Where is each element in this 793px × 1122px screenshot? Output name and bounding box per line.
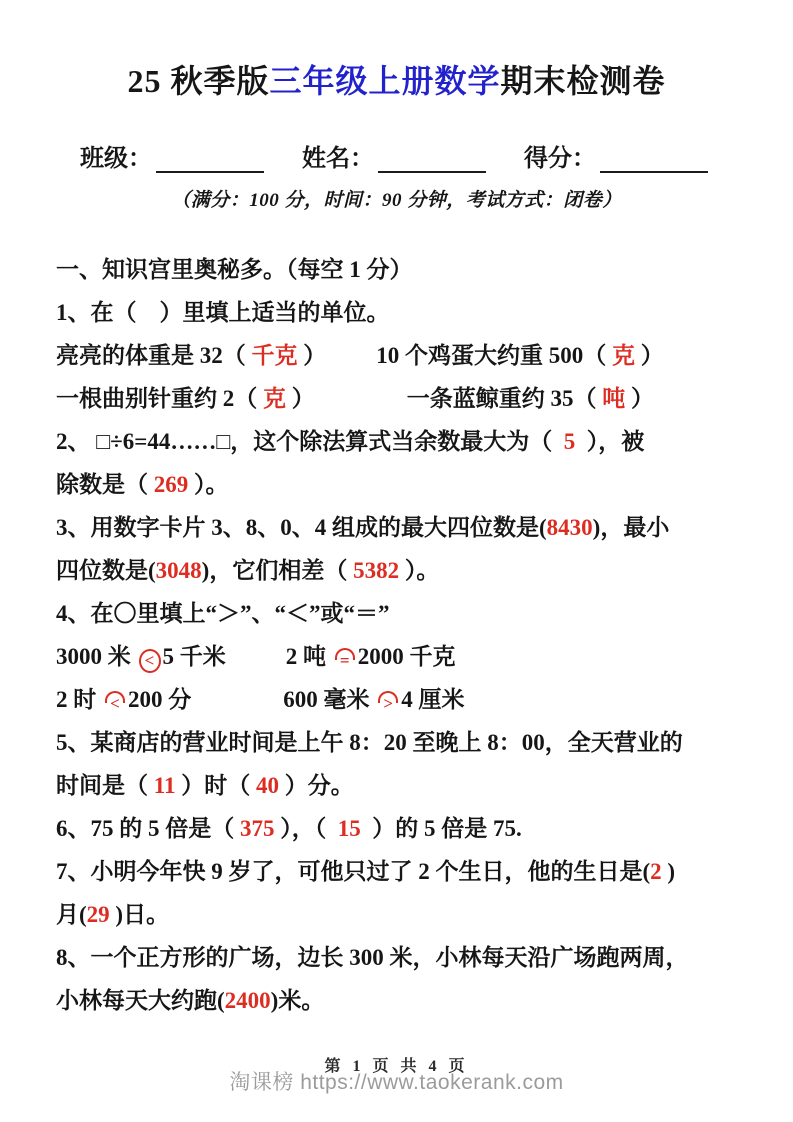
- page-footer: [0, 1058, 793, 1096]
- exam-line: [56, 463, 763, 506]
- exam-line: [56, 549, 763, 592]
- class-label: 班级：: [80, 146, 152, 172]
- question-text: 3、用数字卡片 3、8、0、4 组成的最大四位数是(: [56, 515, 547, 540]
- question-text: 7、小明今年快 9 岁了，可他只过了 2 个生日，他的生日是(: [56, 859, 651, 884]
- question-text: 2 时: [56, 687, 102, 712]
- question-text: 8、一个正方形的广场，边长 300 米，小林每天沿广场跑两周，: [56, 945, 689, 970]
- question-text: )日。: [109, 902, 170, 927]
- exam-line: [56, 334, 763, 377]
- question-text: )米。: [270, 988, 325, 1013]
- question-text: 200 分: [128, 687, 192, 712]
- score-label: 得分：: [524, 146, 596, 172]
- answer-text: 375: [240, 816, 275, 841]
- answer-text: 8430: [546, 515, 593, 540]
- name-label: 姓名：: [302, 146, 374, 172]
- answer-text: 吨: [602, 386, 626, 411]
- exam-line: [56, 635, 763, 678]
- answer-text: 克: [263, 386, 286, 411]
- answer-text: 克: [612, 343, 635, 368]
- exam-line: [56, 979, 763, 1022]
- question-text: 600 毫米: [283, 687, 376, 712]
- question-text: 1、在（ ）里填上适当的单位。: [56, 300, 390, 325]
- comparison-answer-icon: <: [104, 692, 126, 716]
- question-text: ），（: [274, 816, 338, 841]
- answer-text: 5382: [353, 558, 400, 583]
- answer-text: 2: [650, 859, 662, 884]
- question-text: ）时（: [175, 773, 256, 798]
- question-text: ）分。: [278, 773, 354, 798]
- question-text: ）。: [399, 558, 440, 583]
- exam-line: [56, 592, 763, 635]
- answer-text: 千克: [251, 343, 298, 368]
- question-text: ): [661, 859, 676, 884]
- exam-line: [56, 936, 763, 979]
- question-text: 2、 □÷6=44……□，这个除法算式当余数最大为（: [56, 429, 564, 454]
- exam-line: [56, 420, 763, 463]
- question-text: 4、在〇里填上“＞”、“＜”或“＝”: [56, 601, 390, 626]
- question-text: 除数是（: [56, 472, 154, 497]
- question-text: ）。: [188, 472, 229, 497]
- question-text: 月(: [56, 902, 87, 927]
- page-title: [56, 56, 737, 102]
- question-text: 5 千米: [162, 644, 226, 669]
- question-text: 四位数是(: [56, 558, 156, 583]
- question-text: 亮亮的体重是 32（: [56, 343, 252, 368]
- page-number: 第 1 页 共 4 页: [324, 1058, 469, 1075]
- question-text: )，最小: [592, 515, 670, 540]
- question-text: 6、75 的 5 倍是（: [56, 816, 240, 841]
- question-text: 2 吨: [285, 644, 332, 669]
- watermark: 淘课榜 https://www.taokerank.com: [229, 1071, 564, 1094]
- answer-text: 5: [563, 429, 576, 454]
- question-area: [56, 248, 763, 1022]
- question-text: 10 个鸡蛋大约重 500（: [376, 343, 612, 368]
- question-text: 4 厘米: [401, 687, 465, 712]
- title-suffix: 期末检测卷: [500, 63, 666, 99]
- question-text: ）: [635, 343, 664, 368]
- question-text: ），被: [575, 429, 645, 454]
- title-prefix: 25 秋季版: [127, 63, 270, 99]
- score-blank-field: [600, 147, 708, 173]
- question-text: ）: [286, 386, 315, 411]
- answer-text: 3048: [155, 558, 202, 583]
- name-blank-field: [378, 147, 486, 173]
- exam-line: [56, 807, 763, 850]
- question-text: ）: [625, 386, 654, 411]
- question-text: 5、某商店的营业时间是上午 8：20 至晚上 8：00，全天营业的: [56, 730, 683, 755]
- question-text: ）的 5 倍是 75.: [360, 816, 522, 841]
- section-heading: 一、知识宫里奥秘多。（每空 1 分）: [56, 257, 413, 282]
- question-lines: [56, 291, 763, 1022]
- answer-text: 269: [153, 472, 189, 497]
- exam-line: [56, 721, 763, 764]
- question-text: 时间是（: [56, 773, 154, 798]
- answer-text: 11: [153, 773, 176, 798]
- answer-text: 29: [86, 902, 110, 927]
- exam-note: （满分：100 分，时间：90 分钟，考试方式：闭卷）: [171, 190, 622, 211]
- question-text: )，它们相差（: [201, 558, 354, 583]
- exam-line: [56, 506, 763, 549]
- comparison-answer-icon: >: [377, 692, 399, 716]
- exam-line: [56, 377, 763, 420]
- exam-line: [56, 850, 763, 893]
- exam-line: [56, 678, 763, 721]
- exam-line: [56, 893, 763, 936]
- title-highlight: 三年级上册数学: [269, 63, 501, 99]
- question-text: 一根曲别针重约 2（: [56, 386, 263, 411]
- comparison-answer-icon: <: [139, 649, 161, 673]
- answer-text: 15: [337, 816, 361, 841]
- class-blank-field: [156, 147, 264, 173]
- question-text: 3000 米: [56, 644, 137, 669]
- question-text: ）: [297, 343, 327, 368]
- question-text: 一条蓝鲸重约 35（: [406, 386, 603, 411]
- question-text: 小林每天大约跑(: [56, 988, 225, 1013]
- exam-line: [56, 764, 763, 807]
- exam-line: [56, 291, 763, 334]
- question-text: 2000 千克: [357, 644, 456, 669]
- comparison-answer-icon: =: [334, 649, 356, 673]
- answer-text: 2400: [224, 988, 271, 1013]
- answer-text: 40: [255, 773, 279, 798]
- student-info-row: [80, 138, 763, 173]
